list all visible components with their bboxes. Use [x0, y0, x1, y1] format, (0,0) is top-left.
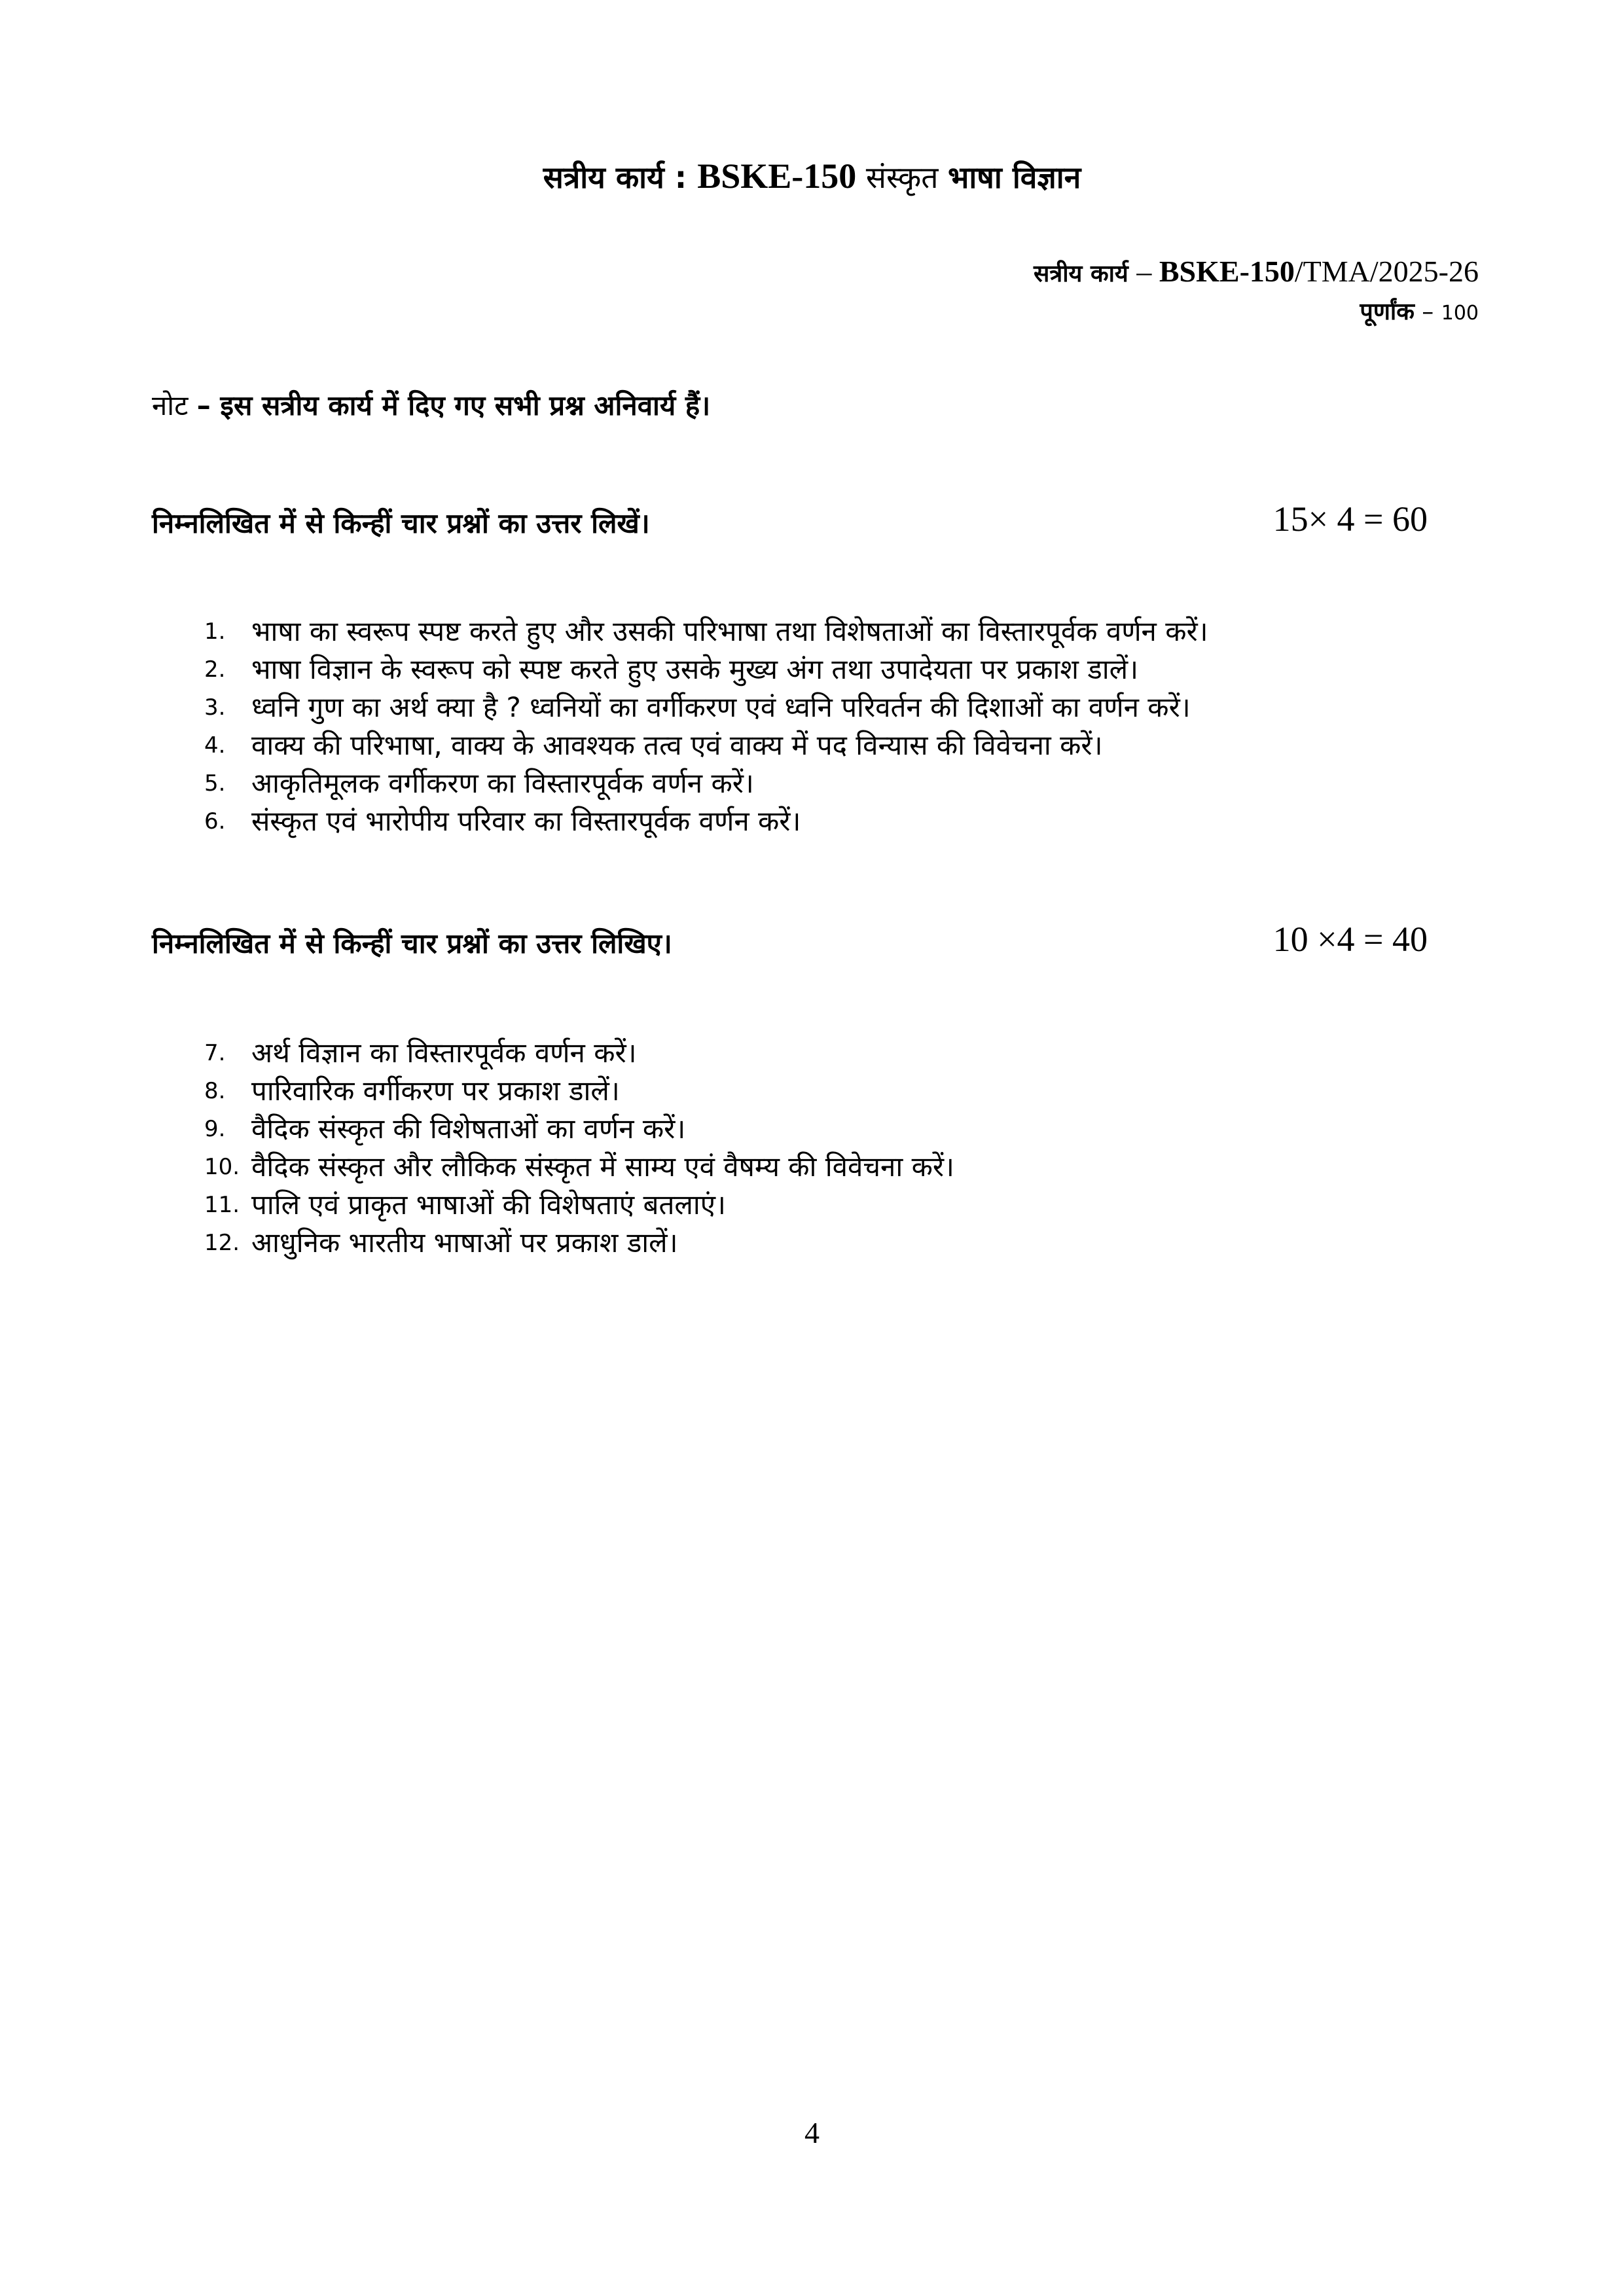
question-number: 10. [204, 1154, 240, 1180]
question-item [204, 764, 1208, 802]
question-item [204, 1110, 954, 1148]
question-item [204, 1072, 954, 1110]
title-subject-bold: भाषा विज्ञान [948, 160, 1081, 195]
question-text: संस्कृत एवं भारोपीय परिवार का विस्तारपूर्वक वर्णन करें। [251, 805, 801, 837]
question-number: 12. [204, 1230, 240, 1256]
section-2-marks: 10 ×4 = 40 [1272, 920, 1428, 959]
question-text: ध्वनि गुण का अर्थ क्या है ? ध्वनियों का वर्गीकरण एवं ध्वनि परिवर्तन की दिशाओं का वर्णन करें। [251, 691, 1191, 723]
section-2-question-list [204, 1034, 954, 1262]
question-number: 7. [204, 1040, 226, 1066]
question-number: 9. [204, 1116, 226, 1142]
question-item [204, 802, 1208, 840]
question-item [204, 726, 1208, 764]
question-text: पालि एवं प्राकृत भाषाओं की विशेषताएं बतलाएं। [251, 1189, 726, 1221]
assignment-reference [1034, 254, 1479, 289]
question-number: 2. [204, 656, 226, 683]
question-item [204, 1186, 954, 1224]
page-number: 4 [804, 2116, 820, 2149]
question-item [204, 689, 1208, 726]
question-text: भाषा का स्वरूप स्पष्ट करते हुए और उसकी परिभाषा तथा विशेषताओं का विस्तारपूर्वक वर्णन करें। [251, 615, 1208, 647]
note-label: नोट [152, 389, 197, 422]
section-1-instruction: निम्नलिखित में से किन्हीं चार प्रश्नों का उत्तर लिखें। [152, 507, 650, 539]
question-text: वैदिक संस्कृत की विशेषताओं का वर्णन करें। [251, 1113, 686, 1145]
question-number: 8. [204, 1078, 226, 1104]
question-number: 6. [204, 808, 226, 834]
assignment-ref-dash: – [1136, 255, 1159, 288]
question-number: 1. [204, 619, 226, 645]
question-item [204, 1034, 954, 1072]
note [152, 386, 710, 423]
section-1-question-list [204, 613, 1208, 840]
title-subject-normal: संस्कृत [856, 160, 948, 195]
full-marks-value: 100 [1441, 302, 1479, 325]
question-text: आधुनिक भारतीय भाषाओं पर प्रकाश डालें। [251, 1227, 678, 1259]
question-text: अर्थ विज्ञान का विस्तारपूर्वक वर्णन करें। [251, 1037, 637, 1069]
title-course-code: BSKE-150 [697, 156, 857, 196]
question-item [204, 1148, 954, 1186]
full-marks [1360, 295, 1479, 327]
question-item [204, 1224, 954, 1262]
question-number: 3. [204, 694, 226, 721]
full-marks-dash: – [1414, 298, 1441, 325]
title-prefix: सत्रीय कार्य : [543, 160, 698, 195]
question-item [204, 613, 1208, 651]
section-2-instruction: निम्नलिखित में से किन्हीं चार प्रश्नों का उत्तर लिखिए। [152, 927, 672, 960]
assignment-ref-code: BSKE-150 [1159, 255, 1295, 288]
section-1-marks: 15× 4 = 60 [1272, 499, 1428, 539]
question-text: भाषा विज्ञान के स्वरूप को स्पष्ट करते हुए उसके मुख्य अंग तथा उपादेयता पर प्रकाश डालें। [251, 653, 1139, 685]
assignment-ref-label: सत्रीय कार्य [1034, 260, 1137, 287]
question-number: 4. [204, 732, 226, 759]
note-text: – इस सत्रीय कार्य में दिए गए सभी प्रश्न अनिवार्य हैं। [196, 389, 711, 422]
page-title [0, 156, 1624, 197]
assignment-ref-suffix: /TMA/2025-26 [1294, 255, 1479, 288]
question-number: 5. [204, 770, 226, 797]
question-text: वाक्य की परिभाषा, वाक्य के आवश्यक तत्व एवं वाक्य में पद विन्यास की विवेचना करें। [251, 729, 1103, 761]
question-item [204, 651, 1208, 689]
question-text: पारिवारिक वर्गीकरण पर प्रकाश डालें। [251, 1075, 620, 1107]
question-text: वैदिक संस्कृत और लौकिक संस्कृत में साम्य एवं वैषम्य की विवेचना करें। [251, 1151, 954, 1183]
full-marks-label: पूर्णांक [1360, 298, 1415, 325]
question-number: 11. [204, 1192, 240, 1218]
question-text: आकृतिमूलक वर्गीकरण का विस्तारपूर्वक वर्णन करें। [251, 767, 754, 799]
